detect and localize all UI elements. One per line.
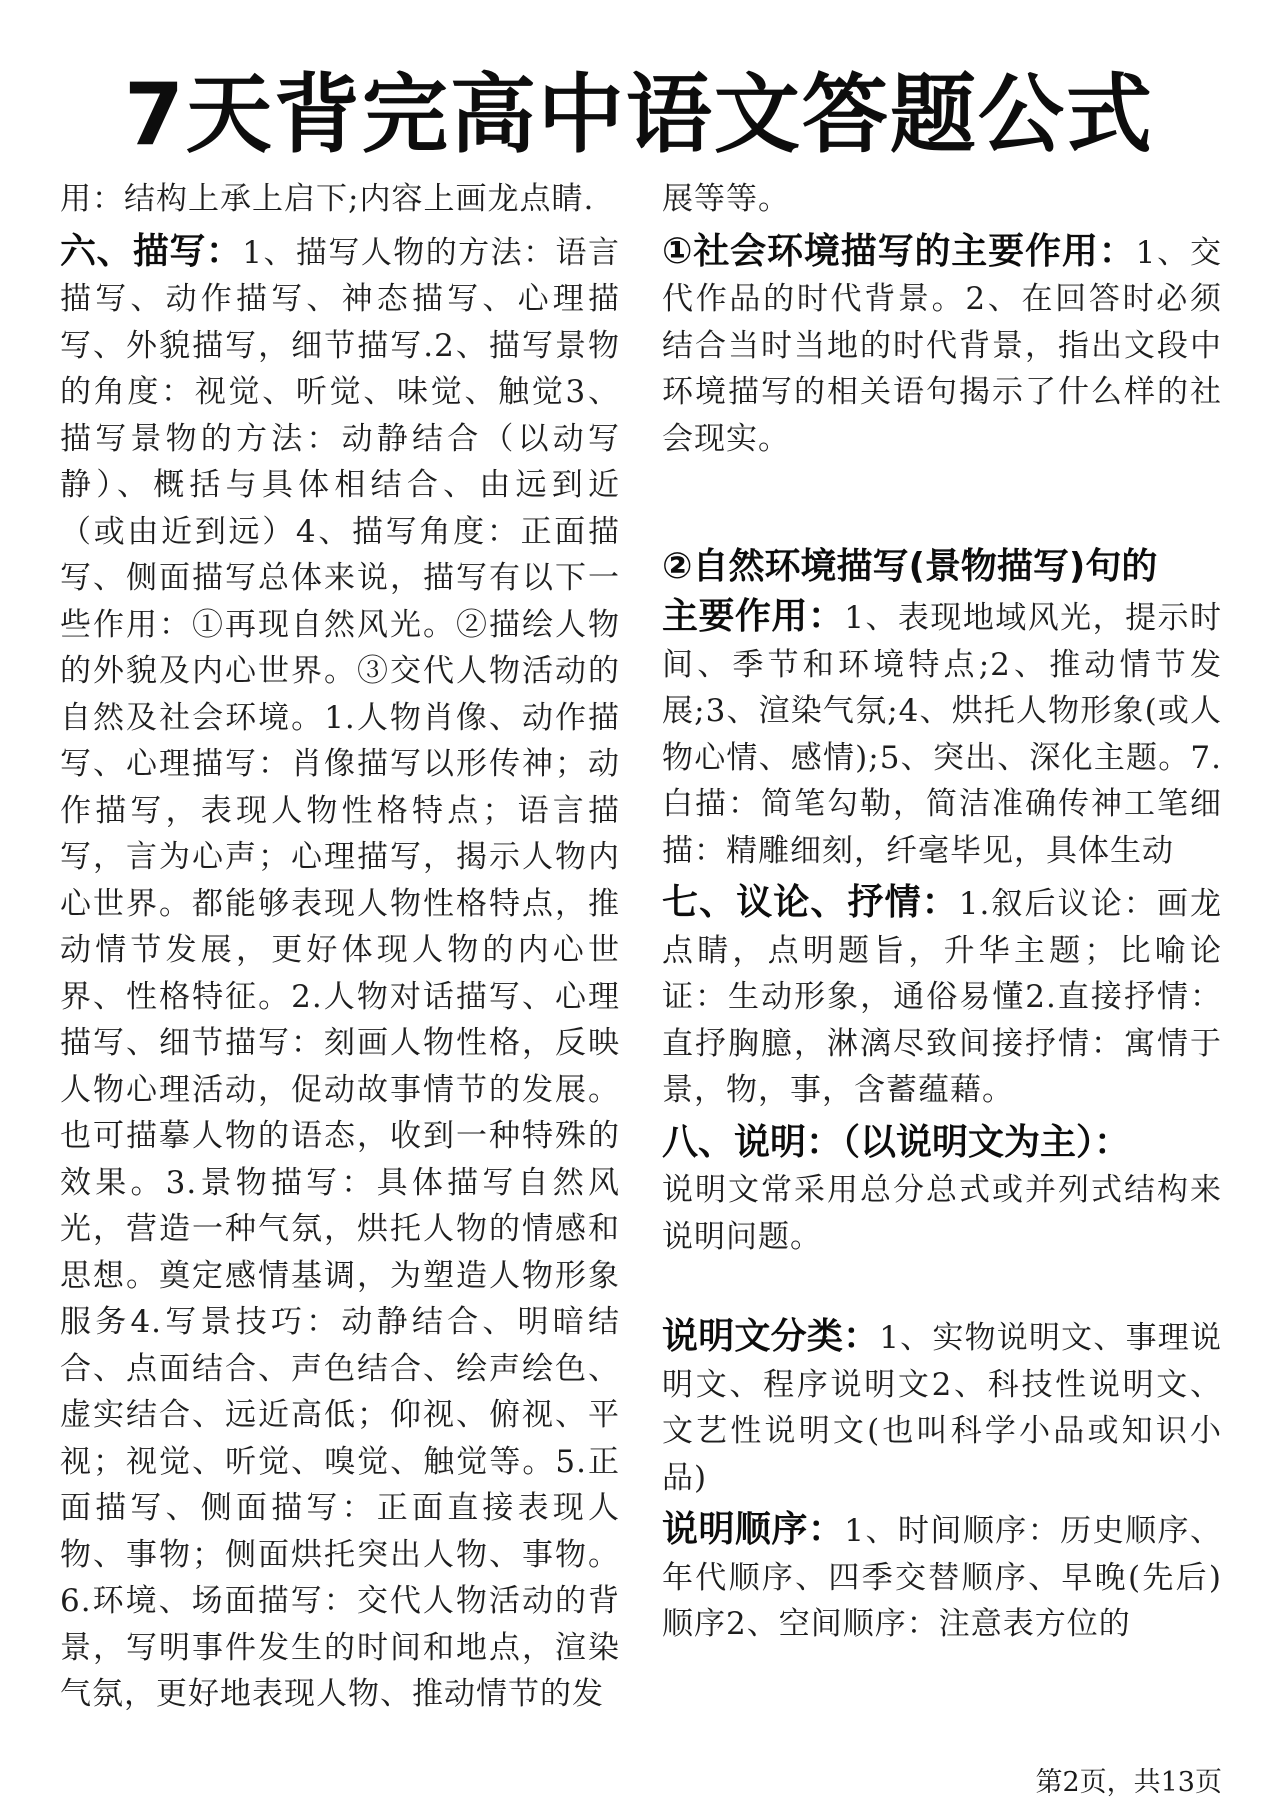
social-environment-paragraph: [662, 229, 1222, 463]
natural-environment-body: 1、表现地域风光，提示时间、季节和环境特点;2、推动情节发展;3、渲染气氛;4、烘托人物形象(或人物心情、感情);5、突出、深化主题。7.白描：简笔勾勒，简洁准确传神工笔细描：精雕细刻，纤毫毕见，具体生动: [662, 600, 1222, 869]
classification-paragraph: [662, 1314, 1222, 1501]
page-number: 第2页，共13页: [1035, 1767, 1222, 1798]
natural-environment-heading: ②自然环境描写(景物描写)句的: [662, 546, 1158, 587]
section-8-heading: 八、说明：（以说明文为主）：: [662, 1121, 1131, 1163]
social-environment-body: 1、交代作品的时代背景。2、在回答时必须结合当时当地的时代背景，指出文段中环境描写的相关语句揭示了什么样的社会现实。: [662, 234, 1222, 457]
order-body: 1、时间顺序：历史顺序、年代顺序、四季交替顺序、早晚(先后)顺序2、空间顺序：注意表方位的: [662, 1513, 1222, 1642]
classification-heading: 说明文分类：: [662, 1316, 880, 1357]
section-7-body: 1.叙后议论：画龙点睛，点明题旨，升华主题；比喻论证：生动形象，通俗易懂2.直接抒情：直抒胸臆，淋漓尽致间接抒情：寓情于景，物，事，含蓄蕴藉。: [662, 886, 1222, 1108]
section-6-paragraph: [60, 229, 620, 1718]
page-title: 7天背完高中语文答题公式: [124, 65, 1154, 165]
order-paragraph: [662, 1507, 1222, 1648]
order-heading: 说明顺序：: [662, 1509, 845, 1550]
section-7-heading: 七、议论、抒情：: [662, 882, 959, 923]
continued-paragraph: 展等等。: [662, 181, 790, 217]
natural-environment-paragraph: [662, 594, 1222, 874]
section-6-body: 1、描写人物的方法：语言描写、动作描写、神态描写、心理描写、外貌描写，细节描写.2、描写景物的角度：视觉、听觉、味觉、触觉3、描写景物的方法：动静结合（以动写静）、概括与具体相结合、由远到近（或由近到远）4、描写角度：正面描写、侧面描写总体来说，描写有以下一些作用：①再现自然风光。②描绘人物的外貌及内心世界。③交代人物活动的自然及社会环境。1.人物肖像、动作描写、心理描写：肖像描写以形传神；动作描写，表现人物性格特点；语言描写，言为心声；心理描写，揭示人物内心世界。都能够表现人物性格特点，推动情节发展，更好体现人物的内心世界、性格特征。2.人物对话描写、心理描写、细节描写：刻画人物性格，反映人物心理活动，促动故事情节的发展。也可描摹人物的语态，收到一种特殊的效果。3.景物描写：具体描写自然风光，营造一种气氛，烘托人物的情感和思想。奠定感情基调，为塑造人物形象服务4.写景技巧：动静结合、明暗结合、点面结合、声色结合、绘声绘色、虚实结合、远近高低；仰视、俯视、平视；视觉、听觉、嗅觉、触觉等。5.正面描写、侧面描写：正面直接表现人物、事物；侧面烘托突出人物、事物。6.环境、场面描写：交代人物活动的背景，写明事件发生的时间和地点，渲染气氛，更好地表现人物、推动情节的发: [60, 234, 620, 1712]
intro-paragraph: 用：结构上承上启下;内容上画龙点睛.: [60, 181, 595, 217]
section-6-heading: 六、描写：: [60, 230, 243, 272]
social-environment-heading: ①社会环境描写的主要作用：: [662, 230, 1136, 272]
section-7-paragraph: [662, 880, 1222, 1114]
left-column: [60, 176, 620, 1718]
section-8-body: 说明文常采用总分总式或并列式结构来说明问题。: [662, 1172, 1222, 1255]
right-column: [662, 176, 1222, 1648]
classification-body: 1、实物说明文、事理说明文、程序说明文2、科技性说明文、文艺性说明文(也叫科学小品或知识小品): [662, 1320, 1222, 1496]
section-8-heading-line: [662, 1120, 1222, 1168]
natural-environment-heading-line: [662, 540, 1222, 594]
natural-environment-subheading: 主要作用：: [662, 596, 845, 637]
